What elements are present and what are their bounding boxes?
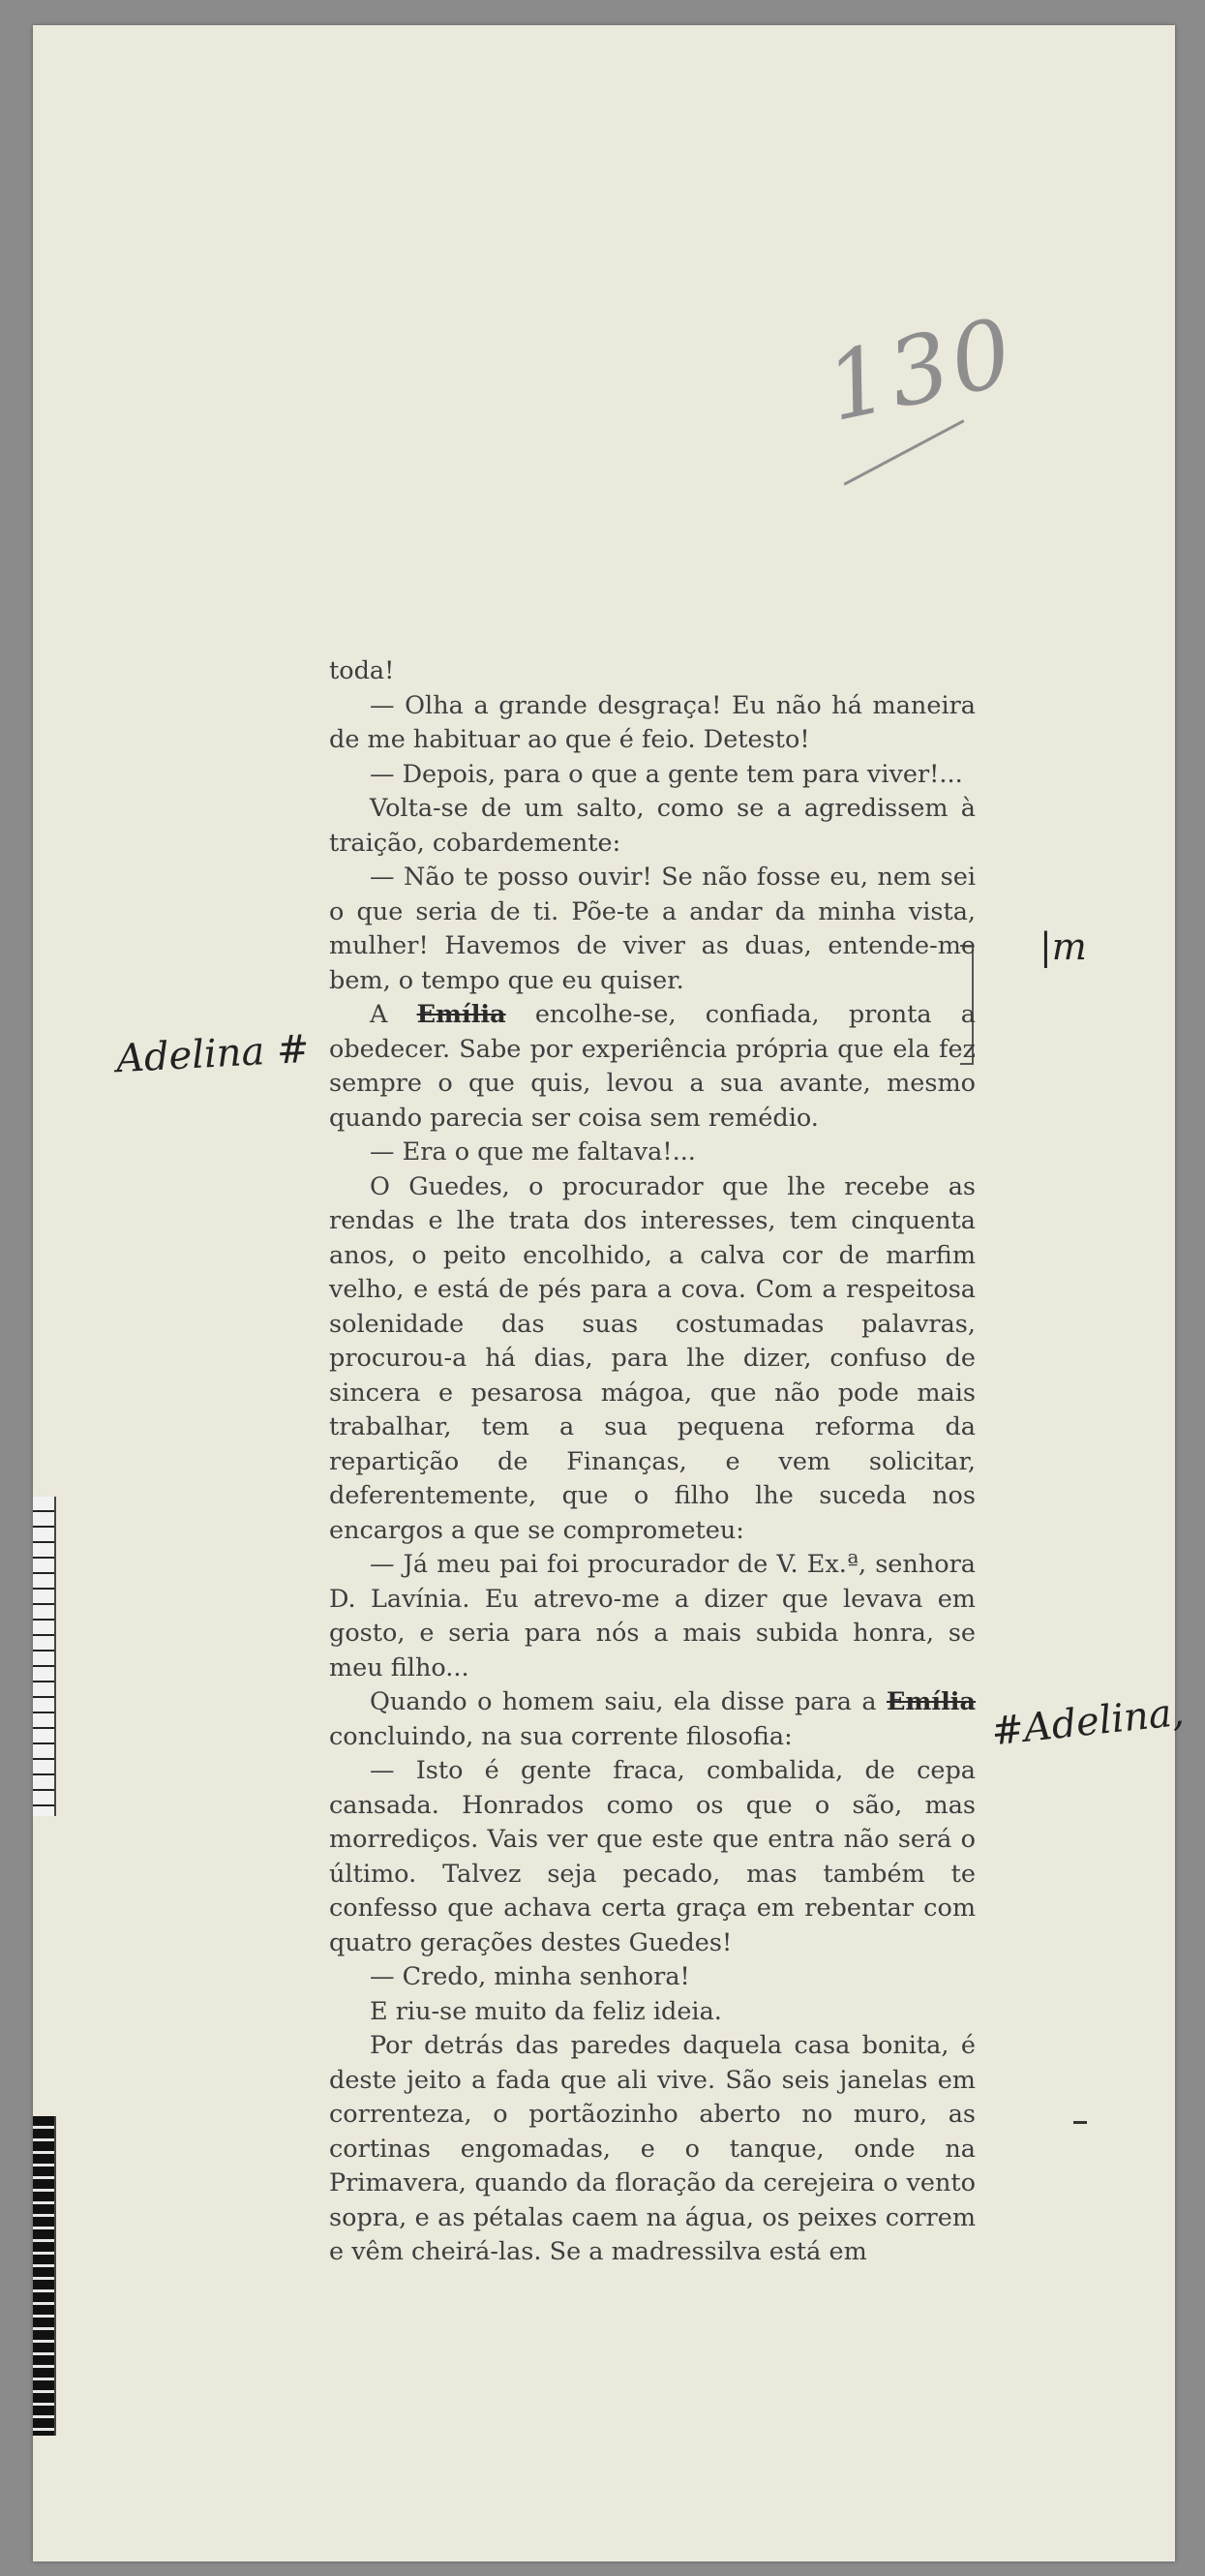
paragraph: E riu-se muito da feliz ideia. <box>370 1996 722 2026</box>
paragraph: — Era o que me faltava!... <box>370 1137 696 1167</box>
paragraph: toda! <box>329 656 395 685</box>
body-text <box>329 654 976 2270</box>
paragraph: — Olha a grande desgraça! Eu não há maneira de me habituar ao que é feio. Detesto! <box>329 690 976 754</box>
paragraph: — Credo, minha senhora! <box>370 1962 690 1991</box>
document-page <box>33 25 1187 2561</box>
annotation-right: #Adelina, <box>989 1689 1187 1755</box>
page-number: 130 <box>817 296 1025 443</box>
struck-word: Emília <box>886 1687 976 1716</box>
paragraph: Volta-se de um salto, como se a agredissem à traição, cobardemente: <box>329 794 976 858</box>
scan-ruler-top <box>33 1497 56 1816</box>
annotation-left: Adelina # <box>114 1026 311 1082</box>
text-run: Quando o homem saiu, ela disse para a <box>370 1687 877 1716</box>
margin-dash <box>1073 2121 1087 2124</box>
paragraph: O Guedes, o procurador que lhe recebe as rendas e lhe trata dos interesses, tem cinquenta anos, o peito encolhido, a calva cor de marfim velho, e está de pés para a cova. Com a respeitosa solenidade das suas costumadas palavras, procurou-a há dias, para lhe dizer, confuso de sincera e pesarosa mágoa, que não pode mais trabalhar, tem a sua pequena reforma da repartição de Finanças, e vem solicitar, deferentemente, que o filho lhe suceda nos encargos a que se comprometeu: <box>329 1171 976 1545</box>
paragraph: — Depois, para o que a gente tem para viver!... <box>370 759 963 789</box>
text-run: concluindo, na sua corrente filosofia: <box>329 1721 793 1751</box>
paragraph: — Isto é gente fraca, combalida, de cepa cansada. Honrados como os que o são, mas morrediços. Vais ver que este que entra não será o último. Talvez seja pecado, mas também te confesso que achava certa graça em rebentar com quatro gerações destes Guedes! <box>329 1756 976 1957</box>
annotation-margin-mark: |m <box>1039 925 1087 968</box>
text-run: encolhe-se, confiada, pronta a obedecer. Sabe por experiência própria que ela fez sempre o que quis, levou a sua avante, mesmo quando parecia ser coisa sem remédio. <box>329 1000 976 1133</box>
paragraph: — Já meu pai foi procurador de V. Ex.ª, senhora D. Lavínia. Eu atrevo-me a dizer que levava em gosto, e seria para nós a mais subida honra, se meu filho... <box>329 1550 976 1682</box>
paragraph: — Não te posso ouvir! Se não fosse eu, nem sei o que seria de ti. Põe-te a andar da minha vista, mulher! Havemos de viver as duas, entende-me bem, o tempo que eu quiser. <box>329 863 976 995</box>
paragraph <box>329 998 976 1136</box>
paragraph: Por detrás das paredes daquela casa bonita, é deste jeito a fada que ali vive. São seis janelas em correnteza, o portãozinho aberto no muro, as cortinas engomadas, e o tanque, onde na Primavera, quando da floração da cerejeira o vento sopra, e as pétalas caem na água, os peixes correm e vêm cheirá-las. Se a madressilva está em <box>329 2031 976 2266</box>
scan-ruler-bottom <box>33 2116 56 2436</box>
struck-word: Emília <box>416 1000 506 1029</box>
paragraph <box>329 1685 976 1754</box>
text-run: A <box>370 1000 388 1029</box>
